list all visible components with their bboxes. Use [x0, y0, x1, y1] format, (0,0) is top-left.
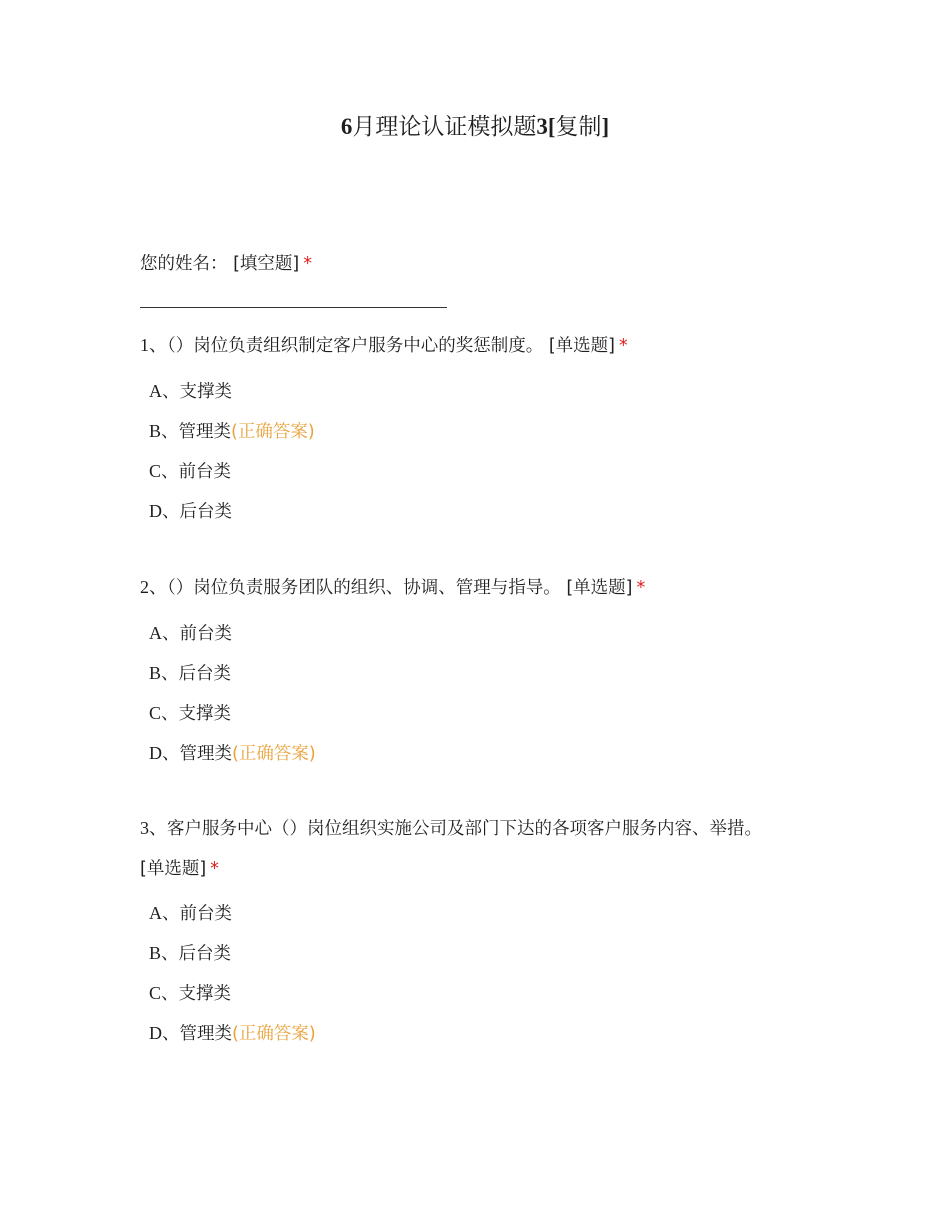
page-title — [0, 110, 950, 144]
required-mark: * — [618, 336, 628, 356]
option-c[interactable]: C、支撑类 — [149, 983, 232, 1004]
required-mark: * — [210, 859, 219, 879]
option-a[interactable]: A、前台类 — [149, 623, 232, 644]
question-type: [单选题] — [566, 578, 633, 598]
option-a[interactable]: A、前台类 — [149, 903, 232, 924]
option-c[interactable]: C、前台类 — [149, 461, 232, 482]
option-b[interactable]: B、管理类(正确答案) — [149, 421, 315, 442]
question-2-options — [149, 613, 316, 773]
name-question-type: [填空题] — [233, 254, 300, 274]
title-suffix-number: 3 — [536, 114, 548, 139]
question-3 — [140, 808, 820, 889]
title-bracket-open: [ — [547, 114, 556, 139]
title-prefix-number: 6 — [340, 114, 353, 139]
name-answer-line[interactable] — [140, 307, 447, 308]
title-text: 月理论认证模拟题 — [352, 114, 537, 140]
option-c[interactable]: C、支撑类 — [149, 703, 232, 724]
option-b[interactable]: B、后台类 — [149, 943, 232, 964]
title-bracket-close: ] — [601, 114, 610, 139]
correct-answer-tag: (正确答案) — [231, 422, 315, 442]
question-3-options — [149, 893, 316, 1053]
question-2 — [140, 567, 820, 608]
option-a[interactable]: A、支撑类 — [149, 381, 232, 402]
question-1 — [140, 325, 820, 366]
question-text: 客户服务中心（）岗位组织实施公司及部门下达的各项客户服务内容、举措。 — [167, 819, 762, 839]
required-mark: * — [636, 578, 646, 598]
option-d[interactable]: D、管理类(正确答案) — [149, 1023, 316, 1044]
name-question-label: 您的姓名： — [140, 254, 228, 274]
title-copy-tag: 复制 — [555, 114, 602, 140]
question-text: （）岗位负责服务团队的组织、协调、管理与指导。 — [167, 578, 561, 598]
question-1-options — [149, 371, 315, 531]
required-mark: * — [303, 254, 312, 274]
question-type: [单选题] — [548, 336, 615, 356]
question-type: [单选题] — [140, 859, 207, 879]
option-d[interactable]: D、后台类 — [149, 501, 232, 522]
correct-answer-tag: (正确答案) — [232, 1024, 316, 1044]
question-number: 2、 — [140, 577, 167, 597]
correct-answer-tag: (正确答案) — [232, 744, 316, 764]
question-text: （）岗位负责组织制定客户服务中心的奖惩制度。 — [167, 336, 544, 356]
question-number: 3、 — [140, 818, 167, 838]
option-b[interactable]: B、后台类 — [149, 663, 232, 684]
name-question — [140, 244, 820, 284]
question-number: 1、 — [140, 335, 167, 355]
option-d[interactable]: D、管理类(正确答案) — [149, 743, 316, 764]
